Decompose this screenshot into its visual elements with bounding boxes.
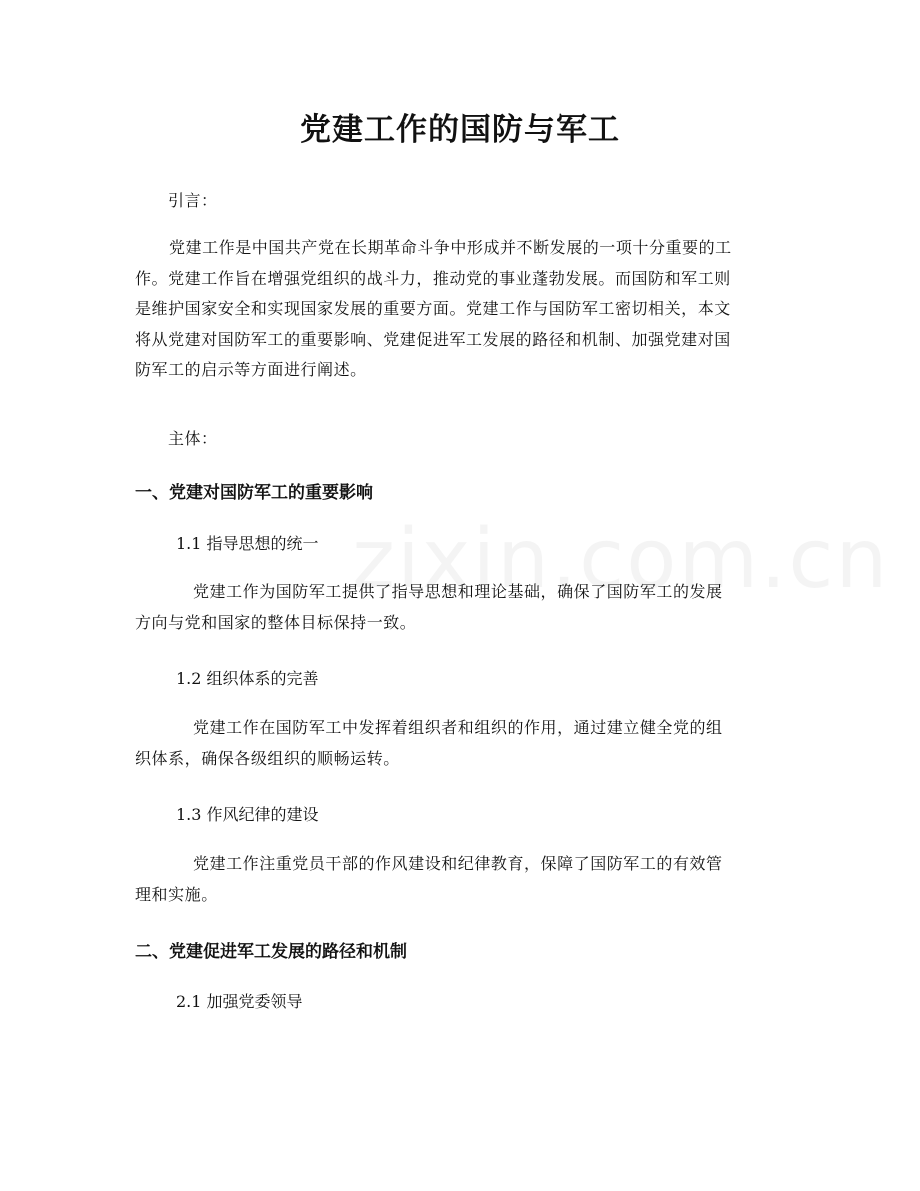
intro-line: 防军工的启示等方面进行阐述。 <box>135 360 367 379</box>
paragraph-line: 理和实施。 <box>135 884 218 904</box>
paragraph-line: 党建工作为国防军工提供了指导思想和理论基础，确保了国防军工的发展 <box>193 582 723 601</box>
document-title: 党建工作的国防与军工 <box>300 112 620 148</box>
intro-line: 将从党建对国防军工的重要影响、党建促进军工发展的路径和机制、加强党建对国 <box>135 329 731 349</box>
paragraph-line: 方向与党和国家的整体目标保持一致。 <box>135 612 417 632</box>
paragraph-line: 党建工作注重党员干部的作风建设和纪律教育，保障了国防军工的有效管 <box>193 854 723 873</box>
subsection-heading: 1.1 指导思想的统一 <box>176 534 319 553</box>
main-label: 主体： <box>168 429 218 448</box>
subsection-heading: 1.3 作风纪律的建设 <box>176 805 319 824</box>
paragraph-line: 党建工作在国防军工中发挥着组织者和组织的作用，通过建立健全党的组 <box>193 718 723 737</box>
intro-line: 是维护国家安全和实现国家发展的重要方面。党建工作与国防军工密切相关，本文 <box>135 299 731 318</box>
subsection-paragraph <box>135 577 785 638</box>
subsection-paragraph <box>135 849 785 910</box>
intro-paragraph <box>135 233 785 386</box>
paragraph-line: 织体系，确保各级组织的顺畅运转。 <box>135 748 400 768</box>
intro-label: 引言： <box>168 191 218 210</box>
subsection-paragraph <box>135 713 785 774</box>
subsection-heading: 2.1 加强党委领导 <box>176 992 303 1011</box>
intro-line: 作。党建工作旨在增强党组织的战斗力，推动党的事业蓬勃发展。而国防和军工则 <box>135 268 731 288</box>
subsection-heading: 1.2 组织体系的完善 <box>176 669 319 688</box>
section-heading: 一、党建对国防军工的重要影响 <box>135 483 373 503</box>
intro-line: 党建工作是中国共产党在长期革命斗争中形成并不断发展的一项十分重要的工 <box>169 238 732 257</box>
section-heading: 二、党建促进军工发展的路径和机制 <box>135 942 407 962</box>
